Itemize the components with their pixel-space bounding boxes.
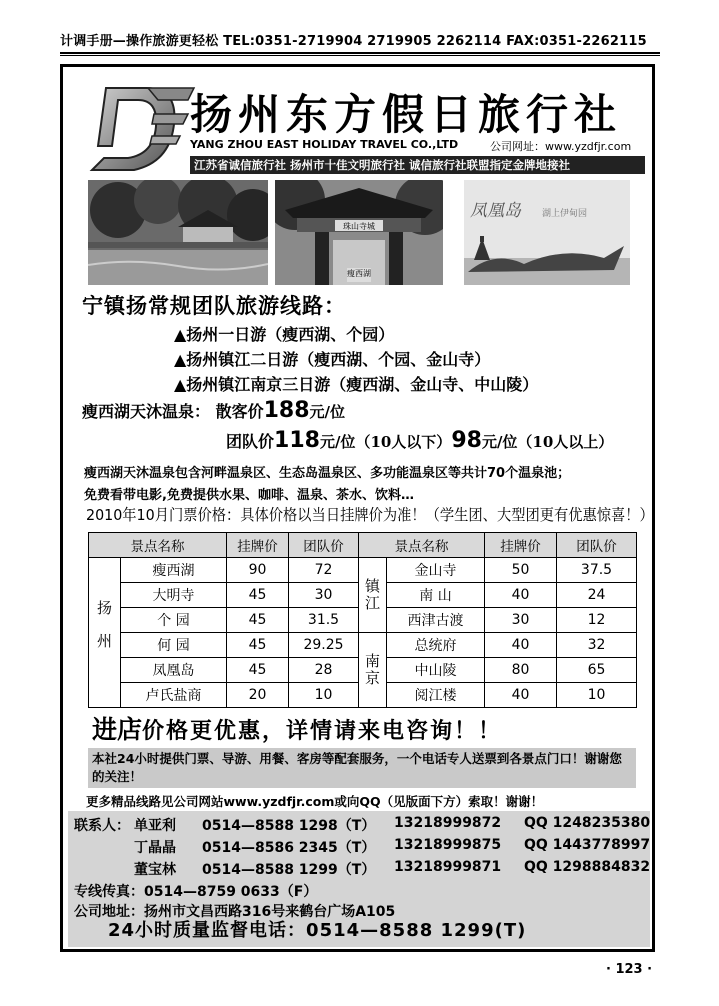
contact-address: 公司地址：扬州市文昌西路316号来鹤台广场A105 <box>74 904 396 920</box>
promo-rest: 价格更优惠，详情请来电咨询！！ <box>142 719 503 744</box>
header-cell: 景点名称 <box>359 533 485 558</box>
contact-row <box>68 815 650 835</box>
list-price: 20 <box>227 683 289 708</box>
list-price: 80 <box>485 658 557 683</box>
city-label-zhenjiang: 镇江 <box>359 558 387 633</box>
ticket-price-note: 2010年10月门票价格：具体价格以当日挂牌价为准！（学生团、大型团更有优惠惊喜！） <box>86 506 654 524</box>
site-name: 阅江楼 <box>387 683 485 708</box>
contact-name: 董宝林 <box>134 862 176 878</box>
hot-spring-retail-price <box>82 398 345 423</box>
site-name: 中山陵 <box>387 658 485 683</box>
site-name: 西津古渡 <box>387 608 485 633</box>
contact-name: 丁晶晶 <box>134 840 176 856</box>
list-price: 45 <box>227 658 289 683</box>
group-price: 12 <box>557 608 637 633</box>
site-name: 瘦西湖 <box>121 558 227 583</box>
site-name: 南 山 <box>387 583 485 608</box>
certification-banner: 江苏省诚信旅行社 扬州市十佳文明旅行社 诚信旅行社联盟指定金牌地接社 <box>190 156 645 174</box>
route-heading: 宁镇扬常规团队旅游线路： <box>82 294 346 318</box>
ticket-price-table <box>88 532 636 708</box>
site-name: 个 园 <box>121 608 227 633</box>
contact-label: 联系人： <box>74 818 130 834</box>
company-name-cn: 扬州东方假日旅行社 <box>190 90 623 139</box>
group-price: 72 <box>289 558 359 583</box>
page-number: · 123 · <box>606 962 653 977</box>
promo-lead: 进店 <box>92 715 143 744</box>
header-rule <box>60 52 660 54</box>
list-price: 50 <box>485 558 557 583</box>
header-cell: 挂牌价 <box>485 533 557 558</box>
site-name: 卢氏盐商 <box>121 683 227 708</box>
quality-hotline[interactable]: 24小时质量监督电话：0514—8588 1299(T) <box>108 920 527 941</box>
group-price: 29.25 <box>289 633 359 658</box>
contact-phone[interactable]: 0514—8586 2345（T） <box>202 840 376 856</box>
group-price: 28 <box>289 658 359 683</box>
site-name: 金山寺 <box>387 558 485 583</box>
scenic-gate-photo <box>275 180 443 285</box>
list-price: 40 <box>485 633 557 658</box>
group-price: 65 <box>557 658 637 683</box>
contact-row <box>68 837 650 857</box>
retail-price: 188 <box>263 398 310 423</box>
contact-mobile[interactable]: 13218999875 <box>394 837 502 853</box>
price-unit: 元/位 <box>481 433 518 451</box>
list-price: 40 <box>485 583 557 608</box>
hot-spring-group-price <box>226 428 613 453</box>
contact-row <box>68 859 650 879</box>
contact-qq[interactable]: QQ 1443778997 <box>524 837 651 853</box>
svg-text:凤凰岛: 凤凰岛 <box>470 201 521 221</box>
list-price: 90 <box>227 558 289 583</box>
list-price: 45 <box>227 583 289 608</box>
site-name: 凤凰岛 <box>121 658 227 683</box>
header-cell: 挂牌价 <box>227 533 289 558</box>
header-rule-thin <box>60 55 660 56</box>
header-cell: 团队价 <box>289 533 359 558</box>
company-logo-icon <box>88 84 196 174</box>
route-item: ▲扬州镇江二日游（瘦西湖、个园、金山寺） <box>174 350 491 369</box>
group-note-2: （10人以上） <box>517 433 614 451</box>
group-price: 37.5 <box>557 558 637 583</box>
garden-photo <box>88 180 268 285</box>
gate-sign-label: 瘦西湖 <box>347 268 371 282</box>
contact-mobile[interactable]: 13218999871 <box>394 859 502 875</box>
group-price: 31.5 <box>289 608 359 633</box>
group-label: 团队价 <box>226 432 275 451</box>
hot-spring-desc: 瘦西湖天沐温泉包含河畔温泉区、生态岛温泉区、多功能温泉区等共计70个温泉池； <box>84 466 571 481</box>
contact-qq[interactable]: QQ 1248235380 <box>524 815 651 831</box>
header-contact-bar: 计调手册—操作旅游更轻松 TEL:0351-2719904 2719905 2262114 FAX:0351-2262115 <box>60 34 647 49</box>
contact-fax: 专线传真：0514—8759 0633（F） <box>74 884 318 900</box>
price-unit: 元/位 <box>309 403 346 421</box>
list-price: 40 <box>485 683 557 708</box>
group-price: 32 <box>557 633 637 658</box>
hot-spring-desc: 免费看带电影,免费提供水果、咖啡、温泉、茶水、饮料… <box>84 488 414 503</box>
table-header-row <box>89 533 637 558</box>
group-price: 10 <box>289 683 359 708</box>
group-price-2: 98 <box>451 428 482 453</box>
group-price-1: 118 <box>274 428 320 453</box>
city-label-nanjing: 南京 <box>359 633 387 708</box>
site-name: 总统府 <box>387 633 485 658</box>
phoenix-island-photo <box>464 180 630 285</box>
contact-phone[interactable]: 0514—8588 1299（T） <box>202 862 376 878</box>
group-note-1: （10人以下） <box>355 433 452 451</box>
contact-qq[interactable]: QQ 1298884832 <box>524 859 651 875</box>
svg-text:湖上伊甸园: 湖上伊甸园 <box>542 209 588 219</box>
list-price: 30 <box>485 608 557 633</box>
list-price: 45 <box>227 608 289 633</box>
contact-phone[interactable]: 0514—8588 1298（T） <box>202 818 376 834</box>
retail-label: 散客价 <box>215 402 264 421</box>
city-label-yangzhou: 扬州 <box>89 558 121 708</box>
route-item: ▲扬州一日游（瘦西湖、个园） <box>174 325 395 344</box>
table-row <box>89 558 637 583</box>
promo-headline <box>92 710 502 746</box>
svg-text:珠山寺城: 珠山寺城 <box>343 222 375 231</box>
service-note: 本社24小时提供门票、导游、用餐、客房等配套服务，一个电话专人送票到各景点门口！谢谢您的关注！ <box>88 748 636 788</box>
group-price: 24 <box>557 583 637 608</box>
hot-spring-label: 瘦西湖天沐温泉： <box>82 402 211 421</box>
header-cell: 团队价 <box>557 533 637 558</box>
route-item: ▲扬州镇江南京三日游（瘦西湖、金山寺、中山陵） <box>174 375 539 394</box>
more-routes-note: 更多精品线路见公司网站www.yzdfjr.com或向QQ（见版面下方）索取！谢谢！ <box>86 794 544 809</box>
group-price: 10 <box>557 683 637 708</box>
contact-name: 单亚利 <box>134 818 176 834</box>
table-row <box>89 633 637 658</box>
header-cell: 景点名称 <box>89 533 227 558</box>
company-website[interactable]: 公司网址：www.yzdfjr.com <box>490 140 632 153</box>
group-price: 30 <box>289 583 359 608</box>
company-name-en: YANG ZHOU EAST HOLIDAY TRAVEL CO.,LTD <box>190 138 459 151</box>
contact-mobile[interactable]: 13218999872 <box>394 815 502 831</box>
list-price: 45 <box>227 633 289 658</box>
site-name: 何 园 <box>121 633 227 658</box>
site-name: 大明寺 <box>121 583 227 608</box>
price-unit: 元/位 <box>319 433 356 451</box>
